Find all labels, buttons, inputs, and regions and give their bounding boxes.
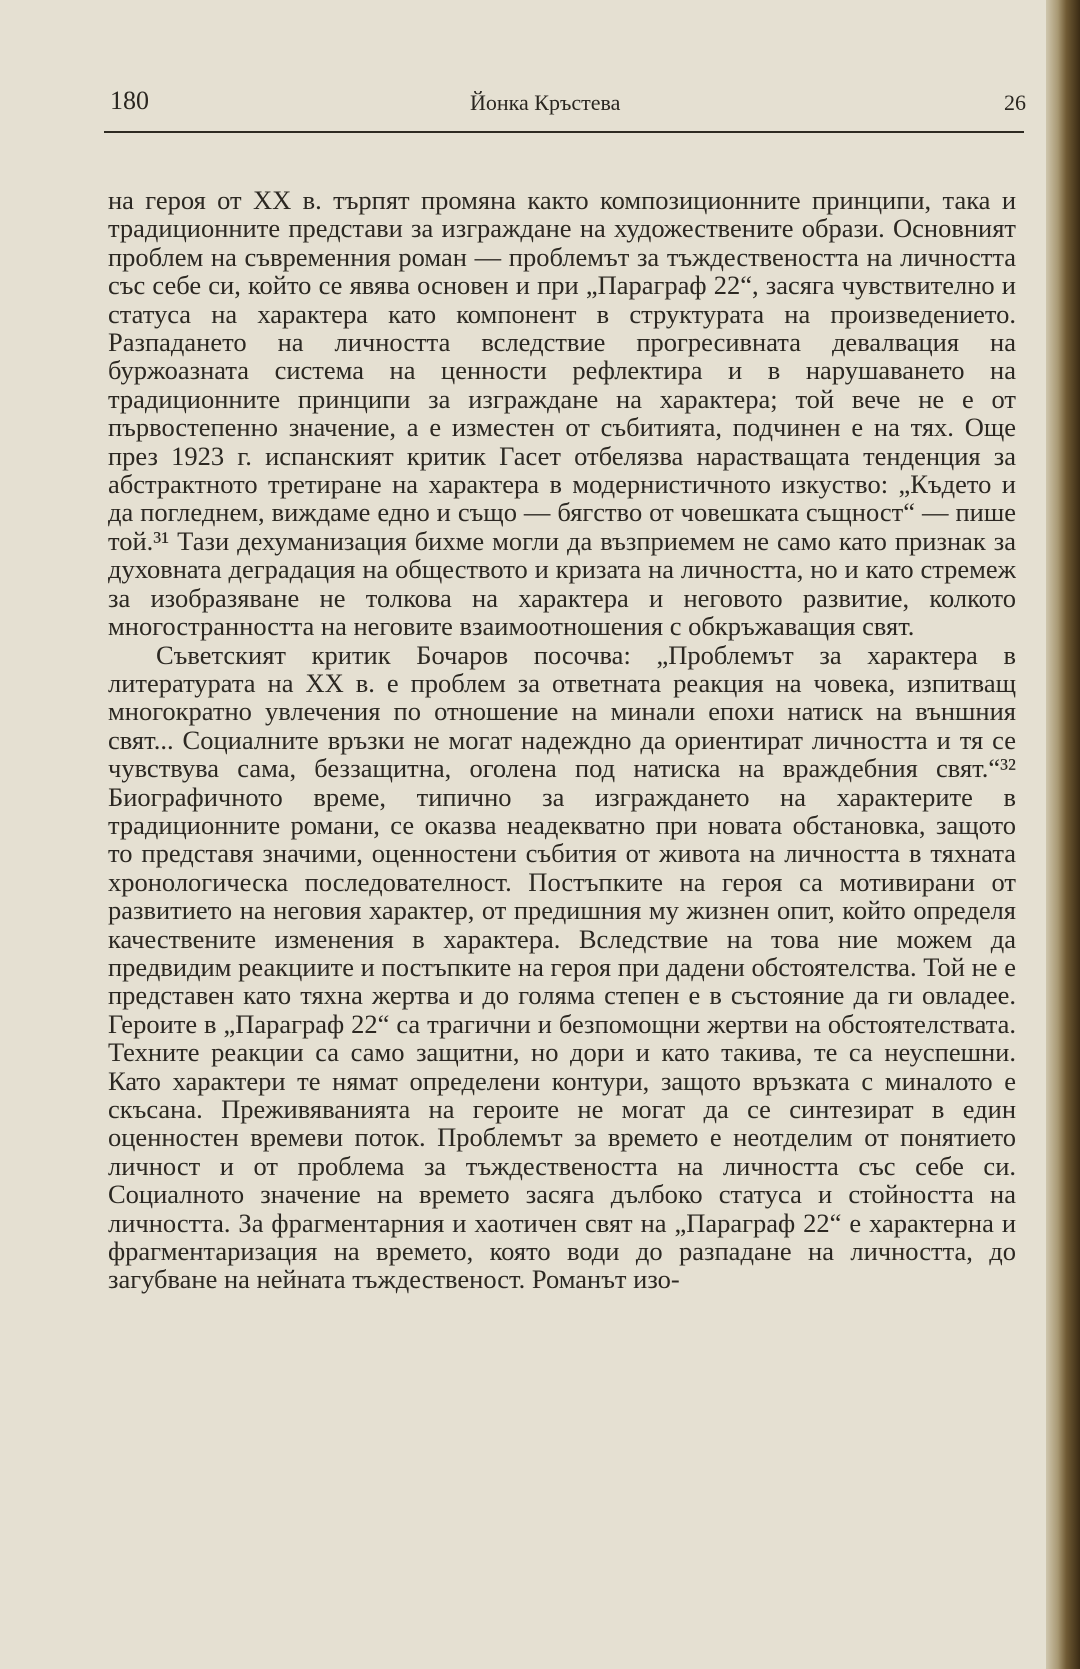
page-number: 180 — [110, 86, 149, 115]
book-spine-edge — [1046, 0, 1080, 1669]
header-rule — [104, 131, 1024, 133]
running-header — [110, 86, 1026, 126]
paragraph-1: на героя от XX в. търпят промяна както композиционните принципи, така и традиционните представи за изграждане на художествените образи. Основният проблем на съвременния роман — проблемът за тъждествеността на личността със себе си, който се явява основен и при „Параграф 22“, засяга чувствително и статуса на характера като компонент в структурата на произведението. Разпадането на личността вследствие прогресивната девалвация на буржоазната система на ценности рефлектира и в нарушаването на традиционните принципи за изграждане на характера; той вече не е от първостепенно значение, а е изместен от събитията, подчинен е на тях. Още през 1923 г. испанският критик Гасет отбелязва нарастващата тенденция за абстрактното третиране на характера в модернистичното изкуство: „Където и да погледнем, виждаме едно и също — бягство от човешката същност“ — пише той.³¹ Тази дехуманизация бихме могли да възприемем не само като признак за духовната деградация на обществото и кризата на личността, но и като стремеж за изобразяване не толкова на характера и неговото развитие, колкото многостранността на неговите взаимоотношения с обкръжаващия свят. — [108, 185, 1016, 642]
section-number: 26 — [1004, 90, 1026, 115]
paragraph-2: Съветският критик Бочаров посочва: „Проблемът за характера в литературата на XX в. е проблем за ответната реакция на човека, изпитващ многократно увлечения по отношение на минали епохи натиск на външния свят... Социалните връзки не могат надеждно да ориентират личността и тя се чувствува сама, беззащитна, оголена под натиска на враждебния свят.“³² Биографичното време, типично за изграждането на характерите в традиционните романи, се оказва неадекватно при новата обстановка, защото то представя значими, оценностени събития от живота на личността в тяхната хронологическа последователност. Постъпките на героя са мотивирани от развитието на неговия характер, от предишния му жизнен опит, който определя качествените изменения в характера. Вследствие на това ние можем да предвидим реакциите и постъпките на героя при дадени обстоятелства. Той не е представен като тяхна жертва и до голяма степен е в състояние да ги овладее. Героите в „Параграф 22“ са трагични и безпомощни жертви на обстоятелствата. Техните реакции са само защитни, но дори и като такива, те са неуспешни. Като характери те нямат определени контури, защото връзката с миналото е скъсана. Преживяванията на героите не могат да се синтезират в един оценностен времеви поток. Проблемът за времето е неотделим от понятието личност и от проблема за тъждествеността на личността със себе си. Социалното значение на времето засяга дълбоко статуса и стойността на личността. За фрагментарния и хаотичен свят на „Параграф 22“ е характерна и фрагментаризация на времето, която води до разпадане на личността, до загубване на нейната тъждественост. Романът изо- — [108, 639, 1016, 1295]
running-title: Йонка Кръстева — [470, 90, 621, 115]
body-text — [108, 186, 1016, 1294]
